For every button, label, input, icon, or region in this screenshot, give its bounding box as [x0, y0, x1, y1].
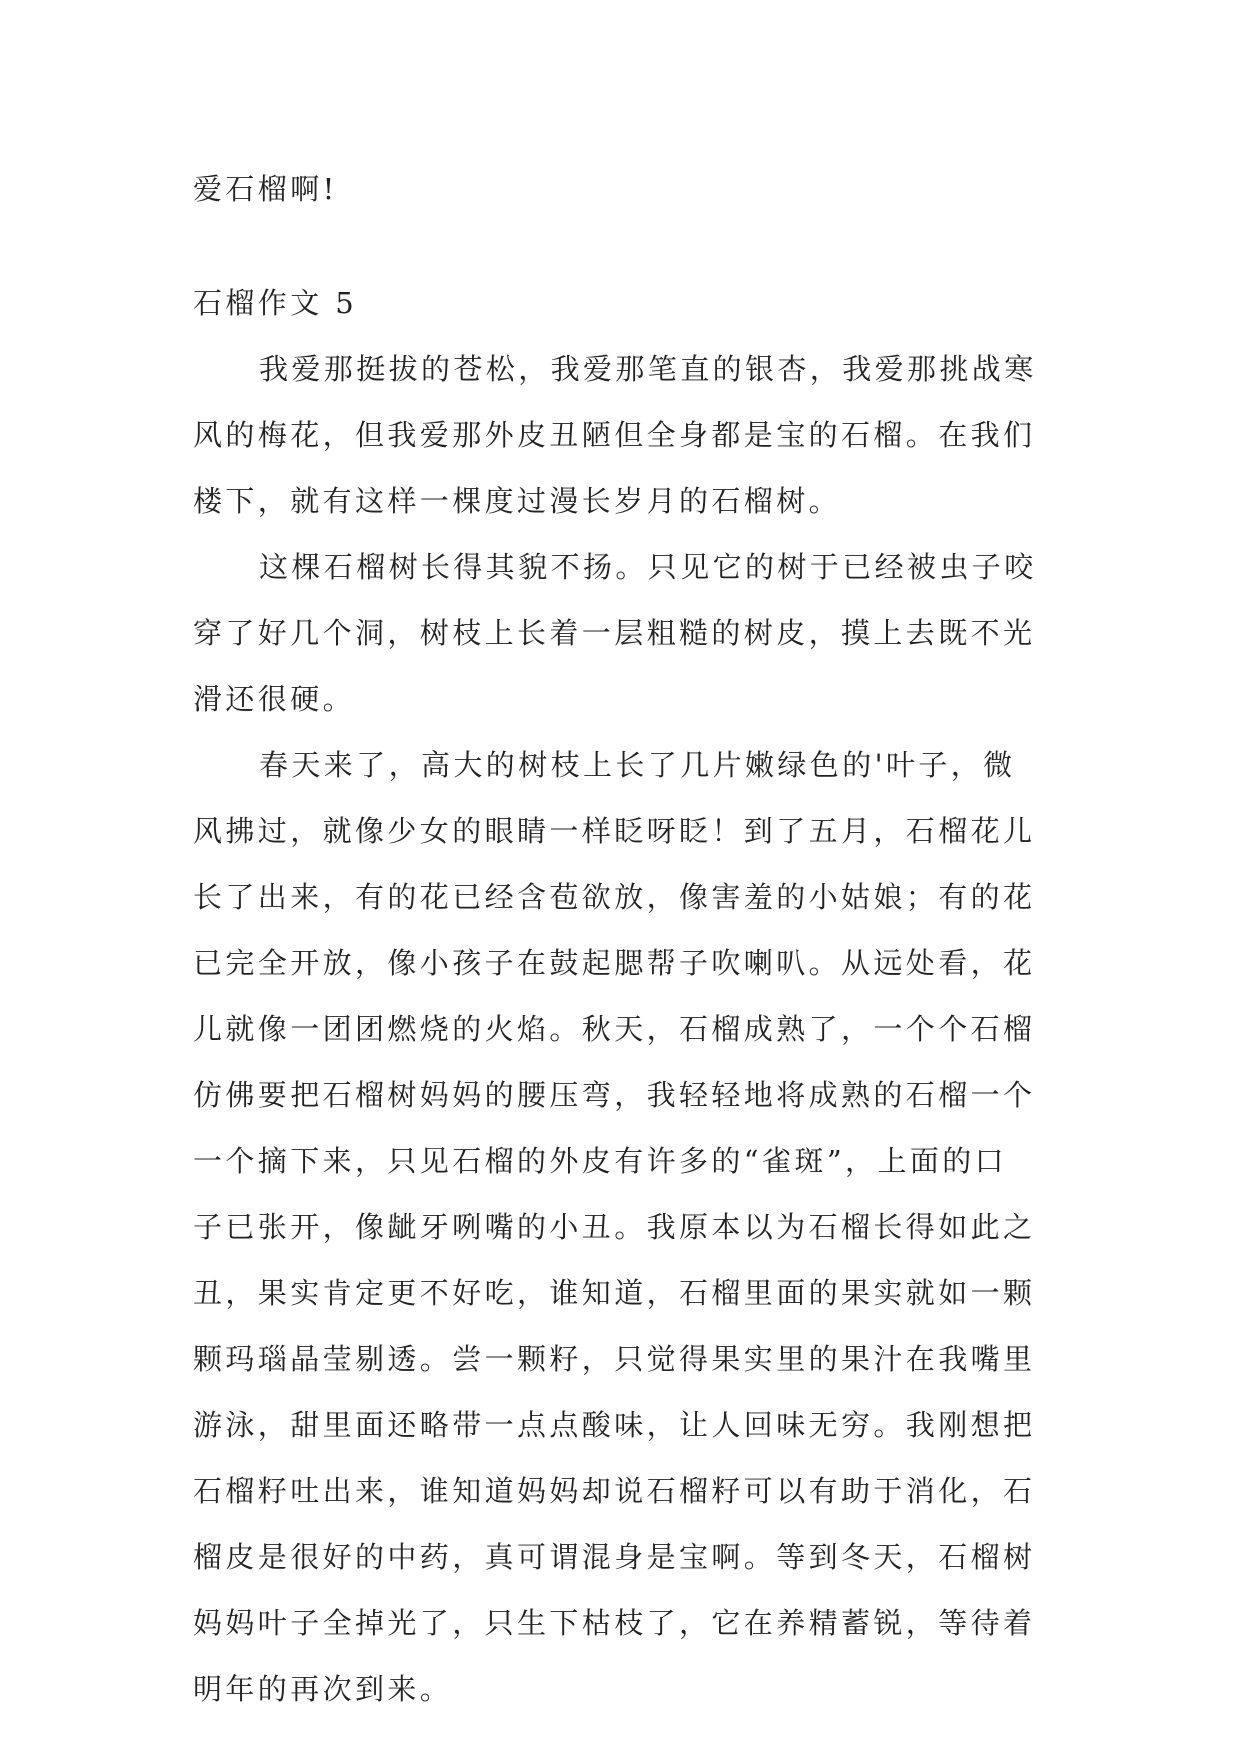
text-line: 明年的再次到来。: [193, 1672, 453, 1706]
text-line: 石榴籽吐出来，谁知道妈妈却说石榴籽可以有助于消化，石: [193, 1474, 1036, 1508]
text-line: 滑还很硬。: [193, 682, 356, 716]
text-line: 这棵石榴树长得其貌不扬。只见它的树于已经被虫子咬: [259, 550, 1037, 584]
text-line: 穿了好几个洞，树枝上长着一层粗糙的树皮，摸上去既不光: [193, 616, 1036, 650]
paragraph-2: [193, 534, 1058, 732]
text-line: 我爱那挺拔的苍松，我爱那笔直的银杏，我爱那挑战寒: [259, 352, 1037, 386]
text-line: 游泳，甜里面还略带一点点酸味，让人回味无穷。我刚想把: [193, 1408, 1036, 1442]
essay-title: [193, 270, 1058, 336]
text-line: 风的梅花，但我爱那外皮丑陋但全身都是宝的石榴。在我们: [193, 418, 1036, 452]
text-line: 春天来了，高大的树枝上长了几片嫩绿色的'叶子，微: [259, 748, 1016, 782]
text-line: 仿佛要把石榴树妈妈的腰压弯，我轻轻地将成熟的石榴一个: [193, 1078, 1036, 1112]
previous-essay-closing: [193, 156, 1058, 222]
title-line: 石榴作文 5: [193, 286, 358, 320]
text-line: 儿就像一团团燃烧的火焰。秋天，石榴成熟了，一个个石榴: [193, 1012, 1036, 1046]
text-line: 楼下，就有这样一棵度过漫长岁月的石榴树。: [193, 484, 842, 518]
text-line: 长了出来，有的花已经含苞欲放，像害羞的小姑娘；有的花: [193, 880, 1036, 914]
text-line: 已完全开放，像小孩子在鼓起腮帮子吹喇叭。从远处看，花: [193, 946, 1036, 980]
text-line: 一个摘下来，只见石榴的外皮有许多的“雀斑”，上面的口: [193, 1144, 1008, 1178]
paragraph-1: [193, 336, 1058, 534]
text-line: 妈妈叶子全掉光了，只生下枯枝了，它在养精蓄锐，等待着: [193, 1606, 1036, 1640]
text-line: 风拂过，就像少女的眼睛一样眨呀眨！到了五月，石榴花儿: [193, 814, 1036, 848]
text-line: 颗玛瑙晶莹剔透。尝一颗籽，只觉得果实里的果汁在我嘴里: [193, 1342, 1036, 1376]
text-line: 爱石榴啊!: [193, 172, 338, 206]
text-line: 子已张开，像龇牙咧嘴的小丑。我原本以为石榴长得如此之: [193, 1210, 1036, 1244]
paragraph-3: [193, 732, 1058, 1722]
text-line: 丑，果实肯定更不好吃，谁知道，石榴里面的果实就如一颗: [193, 1276, 1036, 1310]
text-line: 榴皮是很好的中药，真可谓混身是宝啊。等到冬天，石榴树: [193, 1540, 1036, 1574]
